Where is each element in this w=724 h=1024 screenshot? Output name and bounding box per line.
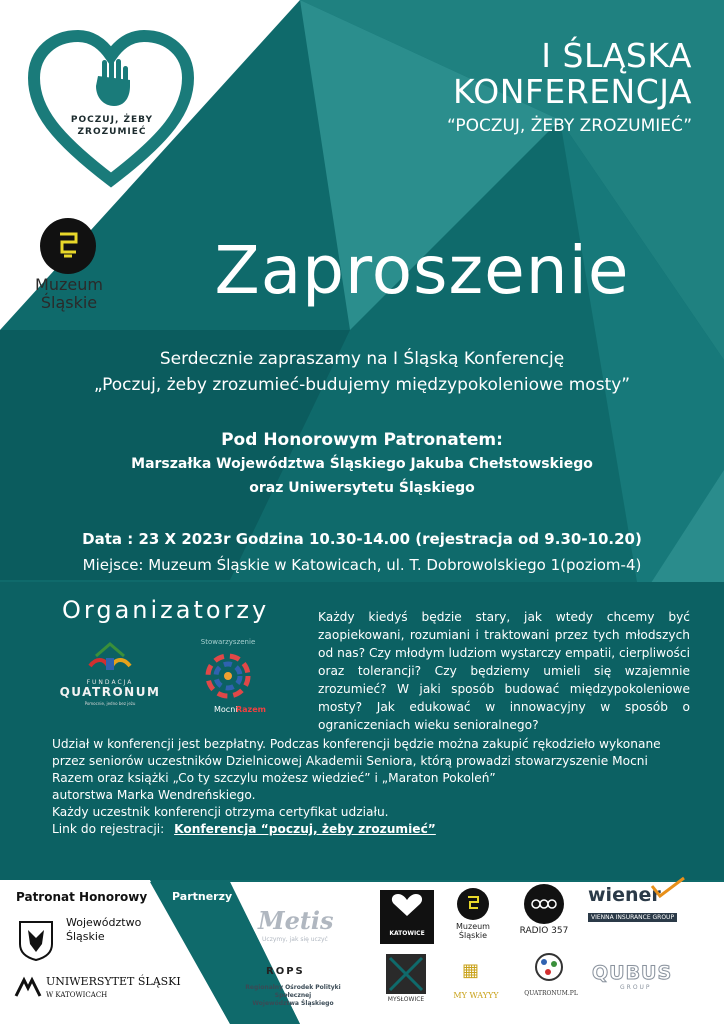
partners-title: Partnerzy [172,890,233,903]
quatronum-pl-text: QUATRONUM.PL [524,990,578,997]
title-line3: “POCZUJ, ŻEBY ZROZUMIEĆ” [447,116,692,136]
wojewodztwo-name [66,916,141,944]
info-paragraph [52,736,692,838]
muz-small-line1: Muzeum [456,922,490,931]
wojewodztwo-crest-icon [16,918,56,962]
mocni-razem-logo-icon [208,656,248,696]
muzeum-small-mark-icon [457,888,489,920]
intro-text [0,346,724,398]
uniwersytet-name [46,976,181,1001]
katowice-logo [380,890,434,944]
intro-paragraph: Każdy kiedyś będzie stary, jak wtedy chcemy być zaopiekowani, rozumiani i traktowani przez tych młodszych od nas? Czy młodym ludziom wystarczy empatii, cierpliwości oraz tolerancji? Czy będziemy umieli się wzajemnie zrozumieć? W jaki sposób budować międzypokoleniowe mosty? Jak edukować w innowacyjny w sposób o ograniczeniach wieku senioralnego? [318,610,690,732]
my-wayyy-logo-icon: ▦ [462,960,480,981]
rops-line1: Regionalny Ośrodek Polityki Społecznej [245,984,341,999]
info-line2: przez seniorów uczestników Dzielnicowej Akademii Seniora, którą prowadzi stowarzyszenie Mocni [52,754,648,768]
title-line1: I ŚLĄSKA [541,36,692,75]
quatronum-pl-logo-icon [532,950,566,984]
muz-small-line2: Śląskie [458,931,488,940]
patron-heading: Pod Honorowym Patronatem: [221,430,503,450]
heart-logo [26,28,196,193]
wiener-logo: wiener [588,884,661,906]
heart-logo-line1: POCZUJ, ŻEBY [70,115,154,125]
event-place: Miejsce: Muzeum Śląskie w Katowicach, ul. T. Dobrowolskiego 1(poziom-4) [82,556,642,574]
patron-line2: oraz Uniwersytetu Śląskiego [249,480,475,496]
title-line2: KONFERENCJA [452,72,692,111]
patronat-title: Patronat Honorowy [16,890,148,904]
info-line1: Udział w konferencji jest bezpłatny. Podczas konferencji będzie można zakupić rękodzieło wykonane [52,737,661,751]
woj-line2: Śląskie [66,930,105,943]
mocni-name1: Mocni [214,705,238,714]
wiener-tagline: VIENNA INSURANCE GROUP [588,913,677,922]
metis-tagline: Uczymy, jak się uczyć [262,936,328,943]
qubus-tagline: GROUP [620,984,652,991]
rops-text [228,984,358,1008]
us-line1: UNIWERSYTET ŚLĄSKI [46,975,181,988]
radio-357-logo [524,884,564,924]
rops-line2: Województwa Śląskiego [252,1000,334,1007]
uniwersytet-logo-icon [14,976,42,1000]
katowice-text: KATOWICE [389,930,425,937]
katowice-heart-icon [380,890,434,920]
mocni-top: Stowarzyszenie [200,638,256,646]
quatronum-name: QUATRONUM [60,685,161,699]
woj-line1: Województwo [66,916,142,929]
patron-line1: Marszałka Województwa Śląskiego Jakuba Chełstowskiego [131,456,593,472]
info-line3: Razem oraz książki „Co ty szczylu możesz wiedzieć” i „Maraton Pokoleń” [52,771,496,785]
registration-label: Link do rejestracji: [52,822,165,836]
us-line2: W KATOWICACH [46,991,108,999]
registration-link[interactable]: Konferencja “poczuj, żeby zrozumieć” [174,822,436,836]
qubus-logo: QUBUS [592,962,673,984]
quatronum-tagline: Pomocnie, jedno bez jeżu [84,701,136,706]
info-line4: autorstwa Marka Wendreńskiego. [52,788,256,802]
info-line5: Każdy uczestnik konferencji otrzyma certyfikat udziału. [52,805,389,819]
metis-logo: Metis [258,906,334,935]
mocni-name2: Razem [236,705,266,714]
myslowice-text: MYSŁOWICE [387,996,425,1003]
muzeum-line1: Muzeum [35,275,103,294]
muzeum-small-logo [457,888,489,920]
quatronum-logo-icon [90,644,130,670]
my-wayyy-text: MY WAYYY [453,991,499,1000]
myslowice-logo-icon [384,952,428,996]
radio-circles-icon [524,884,564,924]
quatronum-prefix: FUNDACJA [86,679,134,686]
organizer-logos [60,636,270,726]
rops-logo: ROPS [266,966,305,977]
intro-line2: „Poczuj, żeby zrozumieć-budujemy międzypokoleniowe mosty” [93,375,631,395]
radio-357-text: RADIO 357 [519,926,569,936]
event-date: Data : 23 X 2023r Godzina 10.30-14.00 (rejestracja od 9.30-10.20) [82,530,642,548]
muzeum-line2: Śląskie [40,293,98,312]
heart-logo-text [62,114,162,138]
heart-logo-line2: ZROZUMIEĆ [77,127,147,137]
registration-row [52,821,692,838]
conference-title [332,38,692,136]
invitation-heading: Zaproszenie [214,232,630,309]
organizers-title: Organizatorzy [62,596,270,624]
wiener-check-icon [650,876,686,900]
muzeum-small-text [448,922,498,940]
intro-line1: Serdecznie zapraszamy na I Śląską Konferencję [159,349,565,369]
